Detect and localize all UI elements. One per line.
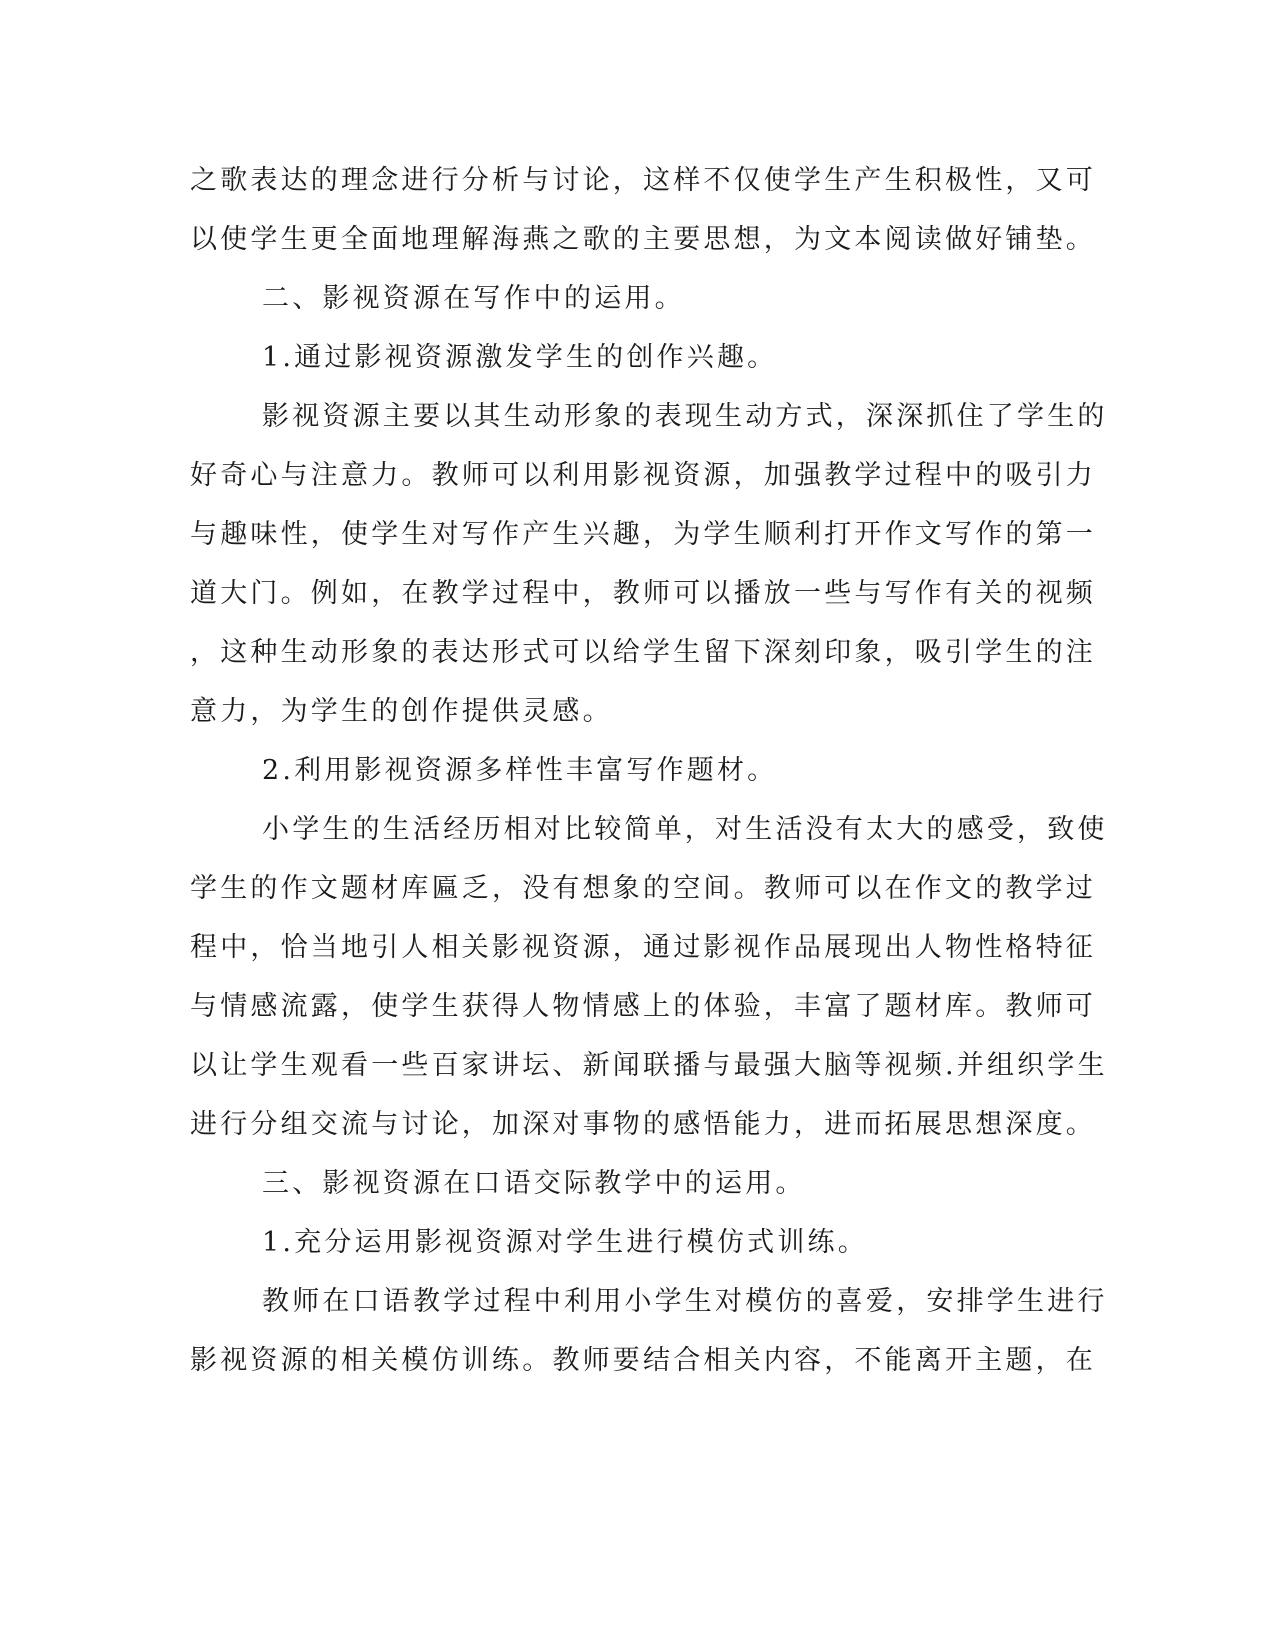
text-line: 道大门。例如，在教学过程中，教师可以播放一些与写作有关的视频 bbox=[190, 578, 1096, 609]
section-heading: 二、影视资源在写作中的运用。 bbox=[262, 283, 685, 314]
text-line: 以让学生观看一些百家讲坛、新闻联播与最强大脑等视频.并组织学生 bbox=[190, 1050, 1108, 1081]
text-line: 意力，为学生的创作提供灵感。 bbox=[190, 696, 613, 727]
subsection-heading: 1.通过影视资源激发学生的创作兴趣。 bbox=[262, 342, 778, 373]
text-line: 之歌表达的理念进行分析与讨论，这样不仅使学生产生积极性，又可 bbox=[190, 165, 1096, 196]
text-line: 与趣味性，使学生对写作产生兴趣，为学生顺利打开作文写作的第一 bbox=[190, 519, 1096, 550]
section-heading: 三、影视资源在口语交际教学中的运用。 bbox=[262, 1168, 806, 1199]
text-line: 进行分组交流与讨论，加深对事物的感悟能力，进而拓展思想深度。 bbox=[190, 1109, 1096, 1140]
subsection-heading: 2.利用影视资源多样性丰富写作题材。 bbox=[262, 755, 778, 786]
text-line: 与情感流露，使学生获得人物情感上的体验，丰富了题材库。教师可 bbox=[190, 991, 1096, 1022]
text-line: 以使学生更全面地理解海燕之歌的主要思想，为文本阅读做好铺垫。 bbox=[190, 224, 1096, 255]
text-line: 教师在口语教学过程中利用小学生对模仿的喜爱，安排学生进行 bbox=[262, 1286, 1108, 1317]
text-line: ，这种生动形象的表达形式可以给学生留下深刻印象，吸引学生的注 bbox=[190, 637, 1096, 668]
text-line: 好奇心与注意力。教师可以利用影视资源，加强教学过程中的吸引力 bbox=[190, 460, 1096, 491]
text-line: 影视资源主要以其生动形象的表现生动方式，深深抓住了学生的 bbox=[262, 401, 1108, 432]
text-line: 程中，恰当地引人相关影视资源，通过影视作品展现出人物性格特征 bbox=[190, 932, 1096, 963]
subsection-heading: 1.充分运用影视资源对学生进行模仿式训练。 bbox=[262, 1227, 868, 1258]
text-line: 学生的作文题材库匾乏，没有想象的空间。教师可以在作文的教学过 bbox=[190, 873, 1096, 904]
text-line: 小学生的生活经历相对比较简单，对生活没有太大的感受，致使 bbox=[262, 814, 1108, 845]
text-line: 影视资源的相关模仿训练。教师要结合相关内容，不能离开主题，在 bbox=[190, 1345, 1096, 1376]
